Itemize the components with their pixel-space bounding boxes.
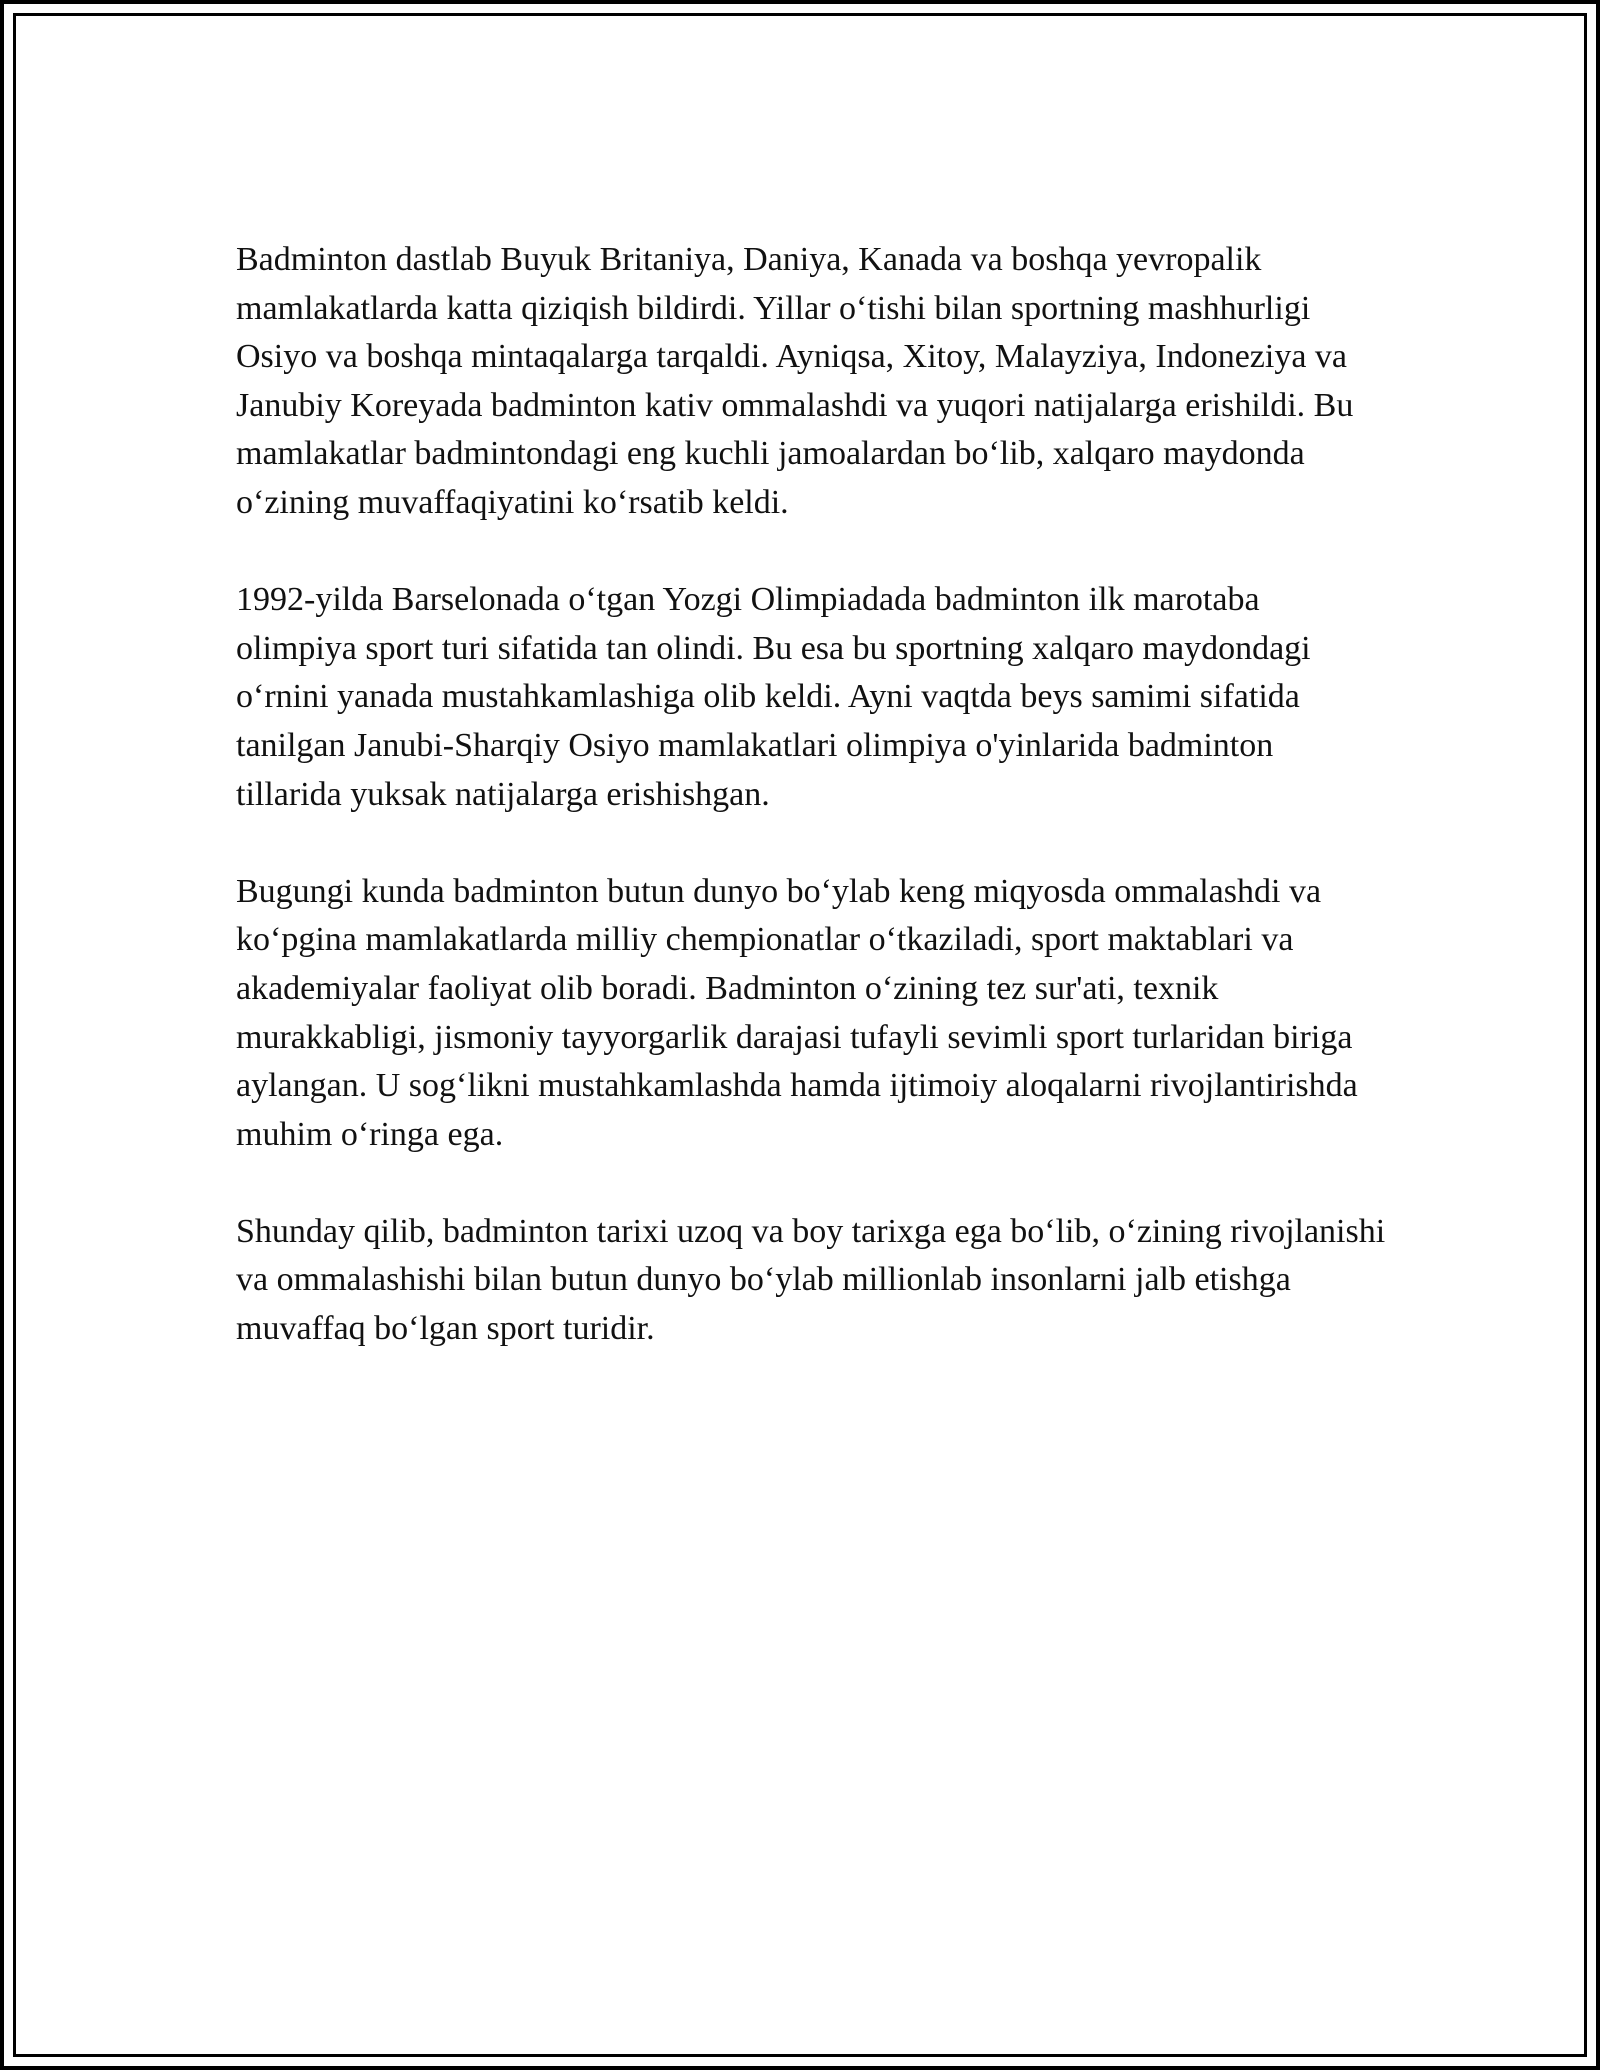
document-body (236, 236, 1386, 1402)
paragraph-3: Bugungi kunda badminton butun dunyo bo‘ylab keng miqyosda ommalashdi va ko‘pgina mamlakatlarda milliy chempionatlar o‘tkaziladi, sport maktablari va akademiyalar faoliyat olib boradi. Badminton o‘zining tez sur'ati, texnik murakkabligi, jismoniy tayyorgarlik darajasi tufayli sevimli sport turlaridan biriga aylangan. U sog‘likni mustahkamlashda hamda ijtimoiy aloqalarni rivojlantirishda muhim o‘ringa ega. (236, 872, 1358, 1153)
paragraph-4: Shunday qilib, badminton tarixi uzoq va boy tarixga ega bo‘lib, o‘zining rivojlanishi va ommalashishi bilan butun dunyo bo‘ylab millionlab insonlarni jalb etishga muvaffaq bo‘lgan sport turidir. (236, 1212, 1386, 1348)
paragraph-1: Badminton dastlab Buyuk Britaniya, Daniya, Kanada va boshqa yevropalik mamlakatlarda katta qiziqish bildirdi. Yillar o‘tishi bilan sportning mashhurligi Osiyo va boshqa mintaqalarga tarqaldi. Ayniqsa, Xitoy, Malayziya, Indoneziya va Janubiy Koreyada badminton kativ ommalashdi va yuqori natijalarga erishildi. Bu mamlakatlar badmintondagi eng kuchli jamoalardan bo‘lib, xalqaro maydonda o‘zining muvaffaqiyatini ko‘rsatib keldi. (236, 241, 1354, 521)
paragraph-2: 1992-yilda Barselonada o‘tgan Yozgi Olimpiadada badminton ilk marotaba olimpiya sport turi sifatida tan olindi. Bu esa bu sportning xalqaro maydondagi o‘rnini yanada mustahkamlashiga olib keldi. Ayni vaqtda beys samimi sifatida tanilgan Janubi-Sharqiy Osiyo mamlakatlari olimpiya o'yinlarida badminton tillarida yuksak natijalarga erishishgan. (236, 581, 1311, 813)
